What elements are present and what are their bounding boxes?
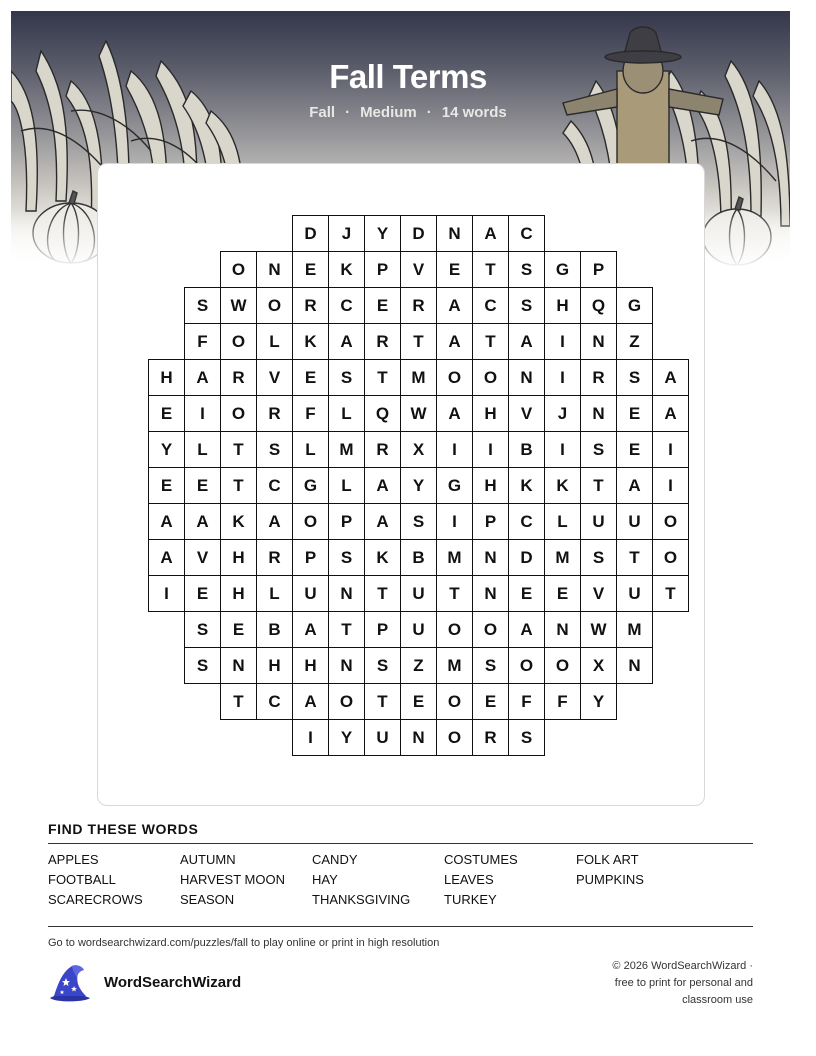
grid-cell[interactable]: E [544,575,581,612]
grid-cell[interactable]: S [400,503,437,540]
grid-cell[interactable]: O [256,287,293,324]
word-list-item: COSTUMES [444,852,518,867]
grid-cell[interactable]: Y [364,215,401,252]
grid-cell[interactable]: A [436,323,473,360]
grid-cell[interactable]: I [472,431,509,468]
grid-cell[interactable]: T [220,467,257,504]
grid-cell[interactable]: T [616,539,653,576]
grid-cell[interactable]: U [616,503,653,540]
grid-cell[interactable]: U [400,575,437,612]
word-list-item: AUTUMN [180,852,236,867]
grid-cell[interactable]: R [364,323,401,360]
grid-cell[interactable]: C [328,287,365,324]
grid-cell[interactable]: N [256,251,293,288]
grid-cell[interactable]: T [472,251,509,288]
grid-cell[interactable]: S [616,359,653,396]
grid-cell[interactable]: S [328,539,365,576]
divider [48,843,753,844]
grid-cell[interactable]: S [508,251,545,288]
grid-cell[interactable]: C [508,215,545,252]
grid-cell[interactable]: O [544,647,581,684]
grid-cell[interactable]: A [436,395,473,432]
grid-cell[interactable]: T [328,611,365,648]
grid-cell[interactable]: V [256,359,293,396]
grid-cell[interactable]: O [220,395,257,432]
copyright-line: free to print for personal and [614,977,753,989]
grid-cell[interactable]: L [328,395,365,432]
word-list-item: FOLK ART [576,852,639,867]
grid-cell[interactable]: E [148,395,185,432]
grid-cell[interactable]: H [220,539,257,576]
grid-cell[interactable]: U [616,575,653,612]
grid-cell[interactable]: R [220,359,257,396]
grid-cell[interactable]: G [436,467,473,504]
grid-cell[interactable]: E [292,251,329,288]
grid-cell[interactable]: F [544,683,581,720]
grid-cell[interactable]: W [400,395,437,432]
word-list-item: PUMPKINS [576,872,644,887]
grid-cell[interactable]: N [616,647,653,684]
grid-cell[interactable]: O [328,683,365,720]
grid-cell[interactable]: S [184,611,221,648]
grid-cell[interactable]: Y [148,431,185,468]
grid-cell[interactable]: P [364,251,401,288]
grid-cell[interactable]: H [472,395,509,432]
grid-cell[interactable]: R [472,719,509,756]
word-list-heading: FIND THESE WORDS [48,821,199,837]
grid-cell[interactable]: J [544,395,581,432]
grid-cell[interactable]: R [580,359,617,396]
grid-cell[interactable]: K [328,251,365,288]
word-list-item: APPLES [48,852,99,867]
grid-cell[interactable]: Q [580,287,617,324]
grid-cell[interactable]: A [616,467,653,504]
grid-cell[interactable]: T [472,323,509,360]
grid-cell[interactable]: U [292,575,329,612]
grid-cell[interactable]: X [580,647,617,684]
grid-cell[interactable]: D [400,215,437,252]
grid-cell[interactable]: Z [400,647,437,684]
grid-cell[interactable]: S [256,431,293,468]
word-list-item: SEASON [180,892,235,907]
grid-cell[interactable]: E [148,467,185,504]
word-list-item: FOOTBALL [48,872,116,887]
grid-cell[interactable]: O [220,323,257,360]
grid-cell[interactable]: P [328,503,365,540]
grid-cell[interactable]: O [436,359,473,396]
grid-cell[interactable]: A [472,215,509,252]
grid-cell[interactable]: E [616,395,653,432]
grid-cell[interactable]: O [652,503,689,540]
grid-cell[interactable]: I [544,359,581,396]
puzzle-card [97,163,705,806]
grid-cell[interactable]: R [256,539,293,576]
grid-cell[interactable]: E [220,611,257,648]
grid-cell[interactable]: L [292,431,329,468]
grid-cell[interactable]: E [292,359,329,396]
grid-cell[interactable]: E [184,575,221,612]
grid-cell[interactable]: L [184,431,221,468]
grid-cell[interactable]: H [256,647,293,684]
grid-cell[interactable]: T [580,467,617,504]
grid-cell[interactable]: I [436,431,473,468]
grid-cell[interactable]: H [292,647,329,684]
grid-cell[interactable]: W [220,287,257,324]
grid-cell[interactable]: S [508,287,545,324]
grid-cell[interactable]: T [220,683,257,720]
grid-cell[interactable]: T [364,575,401,612]
word-list-item: THANKSGIVING [312,892,411,907]
grid-cell[interactable]: A [364,467,401,504]
grid-cell[interactable]: T [364,683,401,720]
grid-cell[interactable]: A [184,503,221,540]
grid-cell[interactable]: N [328,575,365,612]
grid-cell[interactable]: O [436,719,473,756]
grid-cell[interactable]: K [220,503,257,540]
grid-cell[interactable]: S [472,647,509,684]
copyright-notice [563,958,753,1009]
category-label: Fall [309,104,336,121]
grid-cell[interactable]: E [616,431,653,468]
grid-cell[interactable]: B [508,431,545,468]
meta-separator: · [426,104,432,121]
grid-cell[interactable]: A [148,539,185,576]
grid-cell[interactable]: E [436,251,473,288]
grid-cell[interactable]: K [544,467,581,504]
grid-cell[interactable]: N [220,647,257,684]
grid-cell[interactable]: I [184,395,221,432]
grid-cell[interactable]: Y [328,719,365,756]
grid-cell[interactable]: B [256,611,293,648]
grid-cell[interactable]: T [220,431,257,468]
grid-cell[interactable]: F [292,395,329,432]
grid-cell[interactable]: I [292,719,329,756]
grid-cell[interactable]: A [148,503,185,540]
difficulty-label: Medium [360,104,417,121]
grid-cell[interactable]: R [364,431,401,468]
grid-cell[interactable]: P [364,611,401,648]
grid-cell[interactable]: L [544,503,581,540]
grid-cell[interactable]: A [292,683,329,720]
grid-cell[interactable]: U [364,719,401,756]
brand-name: WordSearchWizard [104,974,242,991]
grid-cell[interactable]: R [400,287,437,324]
grid-cell[interactable]: P [580,251,617,288]
grid-cell[interactable]: E [472,683,509,720]
grid-cell[interactable]: K [292,323,329,360]
word-list-item: HAY [312,872,338,887]
word-list-item: SCARECROWS [48,892,143,907]
grid-cell[interactable]: I [436,503,473,540]
grid-cell[interactable]: M [400,359,437,396]
grid-cell[interactable]: T [436,575,473,612]
grid-cell[interactable]: S [580,539,617,576]
puzzle-meta [0,104,816,121]
grid-cell[interactable]: O [436,683,473,720]
grid-cell[interactable]: N [328,647,365,684]
grid-cell[interactable]: F [184,323,221,360]
word-list-item: CANDY [312,852,358,867]
grid-cell[interactable]: R [292,287,329,324]
grid-cell[interactable]: N [400,719,437,756]
puzzle-title: Fall Terms [329,58,487,95]
grid-cell[interactable]: S [580,431,617,468]
grid-cell[interactable]: P [472,503,509,540]
grid-cell[interactable]: R [256,395,293,432]
grid-cell[interactable]: O [508,647,545,684]
grid-cell[interactable]: T [652,575,689,612]
grid-cell[interactable]: I [652,431,689,468]
grid-cell[interactable]: A [652,395,689,432]
grid-cell[interactable]: N [580,323,617,360]
grid-cell[interactable]: S [364,647,401,684]
grid-cell[interactable]: V [184,539,221,576]
grid-cell[interactable]: A [184,359,221,396]
grid-cell[interactable]: G [616,287,653,324]
grid-cell[interactable]: I [544,431,581,468]
grid-cell[interactable]: I [148,575,185,612]
grid-cell[interactable]: M [436,539,473,576]
grid-cell[interactable]: O [220,251,257,288]
grid-cell[interactable]: A [292,611,329,648]
grid-cell[interactable]: A [508,323,545,360]
grid-cell[interactable]: A [328,323,365,360]
grid-cell[interactable]: J [328,215,365,252]
grid-cell[interactable]: U [400,611,437,648]
play-online-link[interactable]: Go to wordsearchwizard.com/puzzles/fall to play online or print in high resolution [48,937,440,949]
grid-cell[interactable]: H [220,575,257,612]
meta-separator: · [345,104,351,121]
grid-cell[interactable]: S [184,647,221,684]
grid-cell[interactable]: S [508,719,545,756]
grid-cell[interactable]: Q [364,395,401,432]
grid-cell[interactable]: N [436,215,473,252]
grid-cell[interactable]: N [580,395,617,432]
grid-cell[interactable]: F [508,683,545,720]
grid-cell[interactable]: H [472,467,509,504]
grid-cell[interactable]: U [580,503,617,540]
word-list-item: HARVEST MOON [180,872,285,887]
copyright-line: © 2026 WordSearchWizard · [612,960,753,972]
grid-cell[interactable]: N [508,359,545,396]
grid-cell[interactable]: V [508,395,545,432]
word-list-item: LEAVES [444,872,494,887]
grid-cell[interactable]: L [328,467,365,504]
grid-cell[interactable]: O [652,539,689,576]
grid-cell[interactable]: I [652,467,689,504]
grid-cell[interactable]: O [292,503,329,540]
grid-cell[interactable]: M [544,539,581,576]
grid-cell[interactable]: Y [400,467,437,504]
grid-cell[interactable]: D [292,215,329,252]
grid-cell[interactable]: A [508,611,545,648]
grid-cell[interactable]: A [256,503,293,540]
grid-cell[interactable]: W [580,611,617,648]
grid-cell[interactable]: C [508,503,545,540]
grid-cell[interactable]: O [472,359,509,396]
grid-cell[interactable]: P [292,539,329,576]
divider [48,926,753,927]
grid-cell[interactable]: Z [616,323,653,360]
grid-cell[interactable]: E [364,287,401,324]
grid-cell[interactable]: C [256,683,293,720]
grid-cell[interactable]: M [328,431,365,468]
word-count-label: 14 words [441,104,507,121]
grid-cell[interactable]: E [184,467,221,504]
grid-cell[interactable]: D [508,539,545,576]
grid-cell[interactable]: B [400,539,437,576]
grid-cell[interactable]: E [508,575,545,612]
copyright-line: classroom use [682,994,753,1006]
grid-cell[interactable]: C [472,287,509,324]
grid-cell[interactable]: V [580,575,617,612]
grid-cell[interactable]: L [256,323,293,360]
wizard-hat-icon [46,962,94,1009]
grid-cell[interactable]: K [508,467,545,504]
grid-cell[interactable]: X [400,431,437,468]
grid-cell[interactable]: K [364,539,401,576]
grid-cell[interactable]: T [400,323,437,360]
grid-cell[interactable]: Y [580,683,617,720]
grid-cell[interactable]: O [472,611,509,648]
grid-cell[interactable]: C [256,467,293,504]
grid-cell[interactable]: E [400,683,437,720]
grid-cell[interactable]: O [436,611,473,648]
grid-cell[interactable]: L [256,575,293,612]
grid-cell[interactable]: A [436,287,473,324]
grid-cell[interactable]: I [544,323,581,360]
grid-cell[interactable]: G [544,251,581,288]
grid-cell[interactable]: M [616,611,653,648]
grid-cell[interactable]: M [436,647,473,684]
grid-cell[interactable]: N [544,611,581,648]
grid-cell[interactable]: A [364,503,401,540]
grid-cell[interactable]: A [652,359,689,396]
grid-cell[interactable]: T [364,359,401,396]
grid-cell[interactable]: N [472,575,509,612]
grid-cell[interactable]: G [292,467,329,504]
grid-cell[interactable]: V [400,251,437,288]
grid-cell[interactable]: S [328,359,365,396]
grid-cell[interactable]: H [544,287,581,324]
word-list-item: TURKEY [444,892,497,907]
grid-cell[interactable]: N [472,539,509,576]
grid-cell[interactable]: S [184,287,221,324]
grid-cell[interactable]: H [148,359,185,396]
